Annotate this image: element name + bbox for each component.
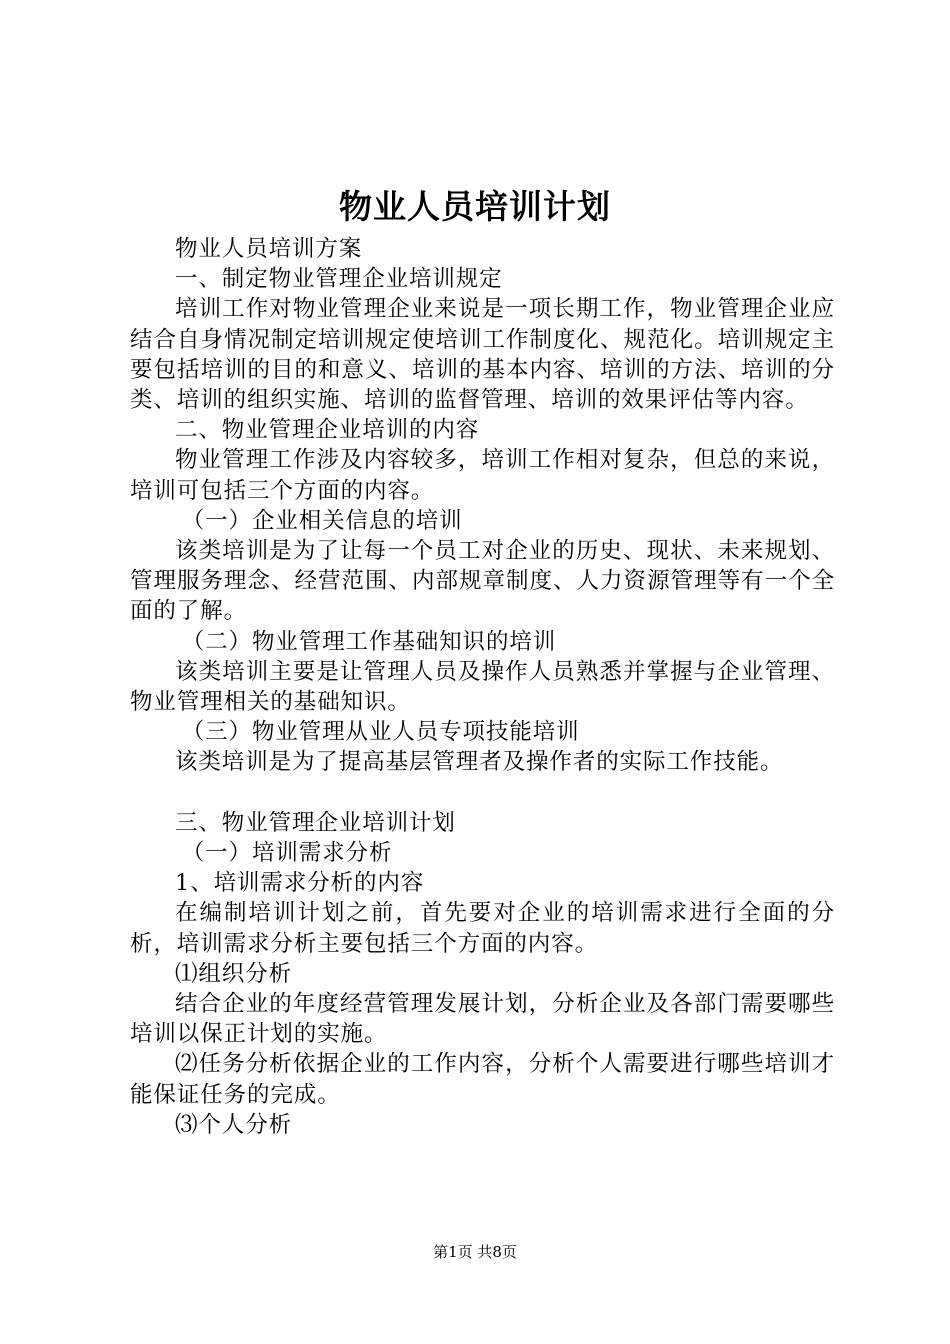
paragraph-section-2-2: 该类培训主要是让管理人员及操作人员熟悉并掌握与企业管理、物业管理相关的基础知识。 [130, 658, 835, 716]
heading-section-2-2: （二）物业管理工作基础知识的培训 [181, 628, 557, 655]
document-body [130, 234, 835, 1140]
paragraph-section-2-1: 该类培训是为了让每一个员工对企业的历史、现状、未来规划、管理服务理念、经营范围、内部规章制度、人力资源管理等有一个全面的了解。 [130, 538, 835, 625]
heading-section-1: 一、制定物业管理企业培训规定 [175, 266, 503, 293]
blank-line [130, 778, 835, 808]
paragraph-task-analysis: ⑵任务分析依据企业的工作内容，分析个人需要进行哪些培训才能保证任务的完成。 [130, 1051, 835, 1108]
heading-section-2: 二、物业管理企业培训的内容 [175, 417, 480, 444]
heading-individual-analysis: ⑶个人分析 [175, 1111, 293, 1138]
heading-organization-analysis: ⑴组织分析 [175, 960, 293, 987]
paragraph-plan-name: 物业人员培训方案 [175, 236, 363, 262]
heading-section-3: 三、物业管理企业培训计划 [175, 809, 456, 836]
paragraph-section-2-3: 该类培训是为了提高基层管理者及操作者的实际工作技能。 [175, 749, 784, 776]
heading-section-3-1-1: 1、培训需求分析的内容 [175, 870, 425, 897]
heading-section-3-1: （一）培训需求分析 [181, 840, 393, 867]
heading-section-2-3: （三）物业管理从业人员专项技能培训 [181, 719, 580, 746]
heading-section-2-1: （一）企业相关信息的培训 [181, 507, 463, 534]
paragraph-section-1: 培训工作对物业管理企业来说是一项长期工作，物业管理企业应结合自身情况制定培训规定使培训工作制度化、规范化。培训规定主要包括培训的目的和意义、培训的基本内容、培训的方法、培训的分类、培训的组织实施、培训的监督管理、培训的效果评估等内容。 [130, 296, 835, 414]
page-footer: 第1页 共8页 [433, 1243, 517, 1261]
paragraph-section-2: 物业管理工作涉及内容较多，培训工作相对复杂，但总的来说，培训可包括三个方面的内容。 [130, 447, 835, 504]
document-title: 物业人员培训计划 [339, 187, 611, 226]
paragraph-organization-analysis: 结合企业的年度经营管理发展计划，分析企业及各部门需要哪些培训以保正计划的实施。 [130, 991, 835, 1048]
paragraph-section-3-1-1: 在编制培训计划之前，首先要对企业的培训需求进行全面的分析，培训需求分析主要包括三个方面的内容。 [130, 900, 835, 957]
